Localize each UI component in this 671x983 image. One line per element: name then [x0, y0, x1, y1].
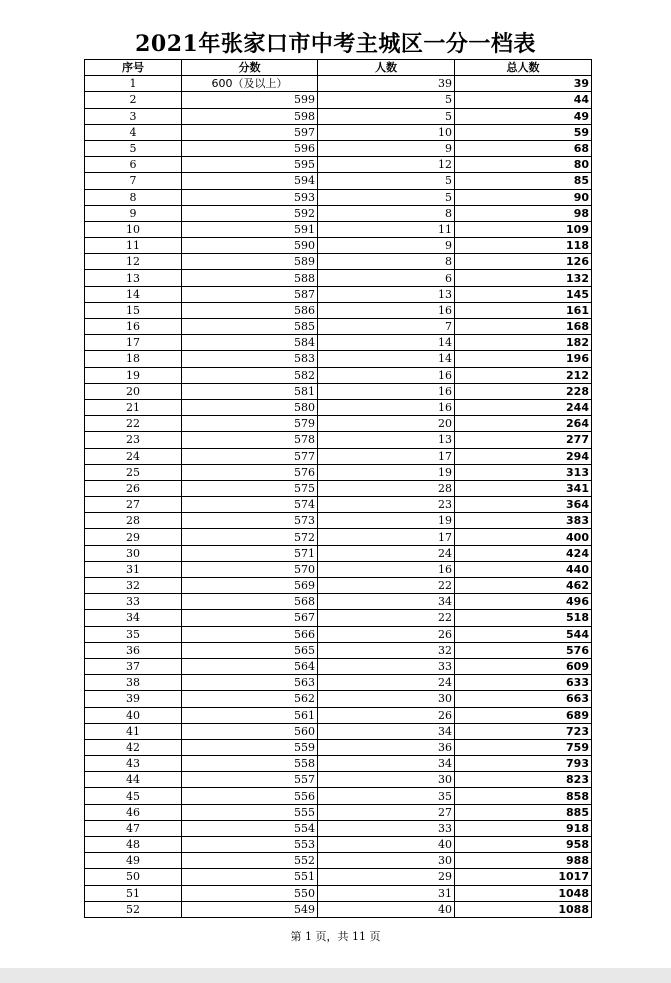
table-row: [85, 238, 592, 254]
table-row: [85, 157, 592, 173]
cell-count: 5: [318, 189, 455, 205]
cell-total: 723: [455, 723, 592, 739]
table-row: [85, 723, 592, 739]
table-row: [85, 319, 592, 335]
cell-count: 7: [318, 319, 455, 335]
cell-total: 80: [455, 157, 592, 173]
cell-seq: 2: [85, 92, 182, 108]
table-row: [85, 675, 592, 691]
cell-total: 264: [455, 416, 592, 432]
table-row: [85, 901, 592, 917]
cell-count: 34: [318, 756, 455, 772]
table-row: [85, 124, 592, 140]
cell-seq: 49: [85, 853, 182, 869]
cell-score: 571: [182, 545, 318, 561]
cell-score: 586: [182, 302, 318, 318]
table-row: [85, 335, 592, 351]
cell-count: 5: [318, 173, 455, 189]
cell-count: 26: [318, 707, 455, 723]
table-row: [85, 837, 592, 853]
cell-total: 424: [455, 545, 592, 561]
page-footer: 第 1 页，共 11 页: [290, 930, 381, 943]
cell-total: 1017: [455, 869, 592, 885]
cell-score: 577: [182, 448, 318, 464]
cell-total: 918: [455, 820, 592, 836]
cell-seq: 45: [85, 788, 182, 804]
cell-score: 563: [182, 675, 318, 691]
cell-score: 595: [182, 157, 318, 173]
cell-count: 6: [318, 270, 455, 286]
table-row: [85, 416, 592, 432]
cell-score: 583: [182, 351, 318, 367]
cell-count: 22: [318, 578, 455, 594]
score-table: [84, 59, 592, 918]
cell-total: 823: [455, 772, 592, 788]
cell-score: 552: [182, 853, 318, 869]
cell-score: 579: [182, 416, 318, 432]
cell-score: 585: [182, 319, 318, 335]
cell-seq: 27: [85, 497, 182, 513]
cell-total: 182: [455, 335, 592, 351]
cell-seq: 4: [85, 124, 182, 140]
cell-total: 400: [455, 529, 592, 545]
cell-total: 85: [455, 173, 592, 189]
cell-count: 5: [318, 92, 455, 108]
cell-count: 10: [318, 124, 455, 140]
cell-seq: 52: [85, 901, 182, 917]
cell-seq: 24: [85, 448, 182, 464]
cell-count: 16: [318, 367, 455, 383]
cell-seq: 12: [85, 254, 182, 270]
cell-total: 364: [455, 497, 592, 513]
cell-score: 590: [182, 238, 318, 254]
cell-score: 569: [182, 578, 318, 594]
cell-seq: 23: [85, 432, 182, 448]
cell-count: 20: [318, 416, 455, 432]
cell-total: 109: [455, 221, 592, 237]
table-row: [85, 464, 592, 480]
cell-score: 550: [182, 885, 318, 901]
cell-score: 549: [182, 901, 318, 917]
cell-seq: 48: [85, 837, 182, 853]
cell-seq: 3: [85, 108, 182, 124]
table-row: [85, 626, 592, 642]
table-row: [85, 885, 592, 901]
cell-score: 594: [182, 173, 318, 189]
cell-count: 22: [318, 610, 455, 626]
cell-seq: 7: [85, 173, 182, 189]
table-row: [85, 448, 592, 464]
cell-total: 44: [455, 92, 592, 108]
cell-score: 560: [182, 723, 318, 739]
cell-count: 32: [318, 642, 455, 658]
cell-seq: 17: [85, 335, 182, 351]
cell-score: 564: [182, 658, 318, 674]
table-row: [85, 820, 592, 836]
cell-score: 562: [182, 691, 318, 707]
cell-count: 8: [318, 254, 455, 270]
cell-count: 36: [318, 739, 455, 755]
cell-score: 576: [182, 464, 318, 480]
cell-count: 16: [318, 561, 455, 577]
cell-score: 559: [182, 739, 318, 755]
cell-total: 161: [455, 302, 592, 318]
cell-count: 16: [318, 383, 455, 399]
cell-count: 9: [318, 238, 455, 254]
cell-seq: 51: [85, 885, 182, 901]
cell-total: 196: [455, 351, 592, 367]
cell-count: 40: [318, 901, 455, 917]
table-row: [85, 270, 592, 286]
cell-seq: 42: [85, 739, 182, 755]
cell-total: 544: [455, 626, 592, 642]
cell-seq: 43: [85, 756, 182, 772]
cell-total: 98: [455, 205, 592, 221]
cell-score: 581: [182, 383, 318, 399]
cell-score: 556: [182, 788, 318, 804]
table-row: [85, 772, 592, 788]
table-row: [85, 853, 592, 869]
cell-seq: 35: [85, 626, 182, 642]
cell-count: 27: [318, 804, 455, 820]
cell-count: 19: [318, 513, 455, 529]
cell-seq: 46: [85, 804, 182, 820]
table-row: [85, 739, 592, 755]
cell-score: 572: [182, 529, 318, 545]
table-row: [85, 707, 592, 723]
cell-score: 584: [182, 335, 318, 351]
table-row: [85, 205, 592, 221]
cell-score: 599: [182, 92, 318, 108]
table-row: [85, 513, 592, 529]
cell-seq: 20: [85, 383, 182, 399]
cell-score: 551: [182, 869, 318, 885]
table-row: [85, 286, 592, 302]
cell-total: 49: [455, 108, 592, 124]
bottom-scroll-area: [0, 968, 671, 983]
cell-seq: 11: [85, 238, 182, 254]
cell-seq: 14: [85, 286, 182, 302]
cell-seq: 34: [85, 610, 182, 626]
cell-seq: 38: [85, 675, 182, 691]
cell-total: 341: [455, 480, 592, 496]
cell-count: 14: [318, 335, 455, 351]
cell-seq: 29: [85, 529, 182, 545]
cell-total: 1048: [455, 885, 592, 901]
cell-score: 589: [182, 254, 318, 270]
cell-total: 988: [455, 853, 592, 869]
cell-total: 793: [455, 756, 592, 772]
table-header-row: [85, 60, 592, 76]
cell-seq: 47: [85, 820, 182, 836]
cell-total: 126: [455, 254, 592, 270]
cell-count: 28: [318, 480, 455, 496]
table-row: [85, 76, 592, 92]
cell-count: 16: [318, 302, 455, 318]
cell-count: 8: [318, 205, 455, 221]
cell-count: 33: [318, 820, 455, 836]
cell-total: 689: [455, 707, 592, 723]
cell-total: 68: [455, 140, 592, 156]
cell-count: 34: [318, 723, 455, 739]
cell-score: 592: [182, 205, 318, 221]
cell-seq: 15: [85, 302, 182, 318]
cell-total: 958: [455, 837, 592, 853]
cell-count: 14: [318, 351, 455, 367]
table-row: [85, 529, 592, 545]
cell-seq: 13: [85, 270, 182, 286]
cell-total: 576: [455, 642, 592, 658]
table-row: [85, 610, 592, 626]
table-row: [85, 658, 592, 674]
table-row: [85, 399, 592, 415]
cell-count: 5: [318, 108, 455, 124]
cell-total: 496: [455, 594, 592, 610]
cell-score: 582: [182, 367, 318, 383]
cell-seq: 19: [85, 367, 182, 383]
table-row: [85, 480, 592, 496]
cell-total: 759: [455, 739, 592, 755]
cell-count: 39: [318, 76, 455, 92]
header-count: 人数: [318, 60, 455, 76]
table-row: [85, 367, 592, 383]
cell-count: 26: [318, 626, 455, 642]
cell-score: 557: [182, 772, 318, 788]
cell-count: 16: [318, 399, 455, 415]
cell-count: 31: [318, 885, 455, 901]
cell-total: 59: [455, 124, 592, 140]
cell-score: 567: [182, 610, 318, 626]
cell-total: 885: [455, 804, 592, 820]
cell-total: 228: [455, 383, 592, 399]
table-row: [85, 221, 592, 237]
cell-score: 597: [182, 124, 318, 140]
cell-count: 13: [318, 286, 455, 302]
cell-count: 9: [318, 140, 455, 156]
cell-count: 24: [318, 545, 455, 561]
cell-score: 598: [182, 108, 318, 124]
table-row: [85, 756, 592, 772]
cell-seq: 37: [85, 658, 182, 674]
cell-total: 294: [455, 448, 592, 464]
cell-score: 593: [182, 189, 318, 205]
table-row: [85, 545, 592, 561]
cell-count: 24: [318, 675, 455, 691]
cell-score: 568: [182, 594, 318, 610]
cell-count: 17: [318, 448, 455, 464]
cell-count: 29: [318, 869, 455, 885]
cell-count: 13: [318, 432, 455, 448]
cell-total: 313: [455, 464, 592, 480]
cell-total: 39: [455, 76, 592, 92]
cell-count: 30: [318, 853, 455, 869]
cell-seq: 10: [85, 221, 182, 237]
cell-score: 596: [182, 140, 318, 156]
table-row: [85, 594, 592, 610]
cell-seq: 39: [85, 691, 182, 707]
table-row: [85, 140, 592, 156]
cell-count: 12: [318, 157, 455, 173]
table-row: [85, 497, 592, 513]
cell-count: 19: [318, 464, 455, 480]
cell-count: 34: [318, 594, 455, 610]
cell-seq: 8: [85, 189, 182, 205]
cell-score: 591: [182, 221, 318, 237]
header-score: 分数: [182, 60, 318, 76]
table-body: [85, 76, 592, 918]
cell-seq: 31: [85, 561, 182, 577]
cell-total: 440: [455, 561, 592, 577]
table-row: [85, 108, 592, 124]
cell-seq: 1: [85, 76, 182, 92]
cell-count: 33: [318, 658, 455, 674]
cell-total: 383: [455, 513, 592, 529]
cell-total: 663: [455, 691, 592, 707]
page-title: 2021年张家口市中考主城区一分一档表: [135, 31, 536, 57]
table-row: [85, 869, 592, 885]
cell-count: 23: [318, 497, 455, 513]
header-seq: 序号: [85, 60, 182, 76]
cell-score: 574: [182, 497, 318, 513]
cell-total: 462: [455, 578, 592, 594]
cell-seq: 26: [85, 480, 182, 496]
cell-count: 11: [318, 221, 455, 237]
table-row: [85, 351, 592, 367]
cell-score: 587: [182, 286, 318, 302]
cell-total: 277: [455, 432, 592, 448]
table-row: [85, 561, 592, 577]
cell-total: 132: [455, 270, 592, 286]
table-row: [85, 189, 592, 205]
cell-score: 565: [182, 642, 318, 658]
cell-score: 588: [182, 270, 318, 286]
table-row: [85, 804, 592, 820]
cell-seq: 9: [85, 205, 182, 221]
cell-score: 561: [182, 707, 318, 723]
table-row: [85, 691, 592, 707]
cell-seq: 22: [85, 416, 182, 432]
cell-seq: 21: [85, 399, 182, 415]
header-total: 总人数: [455, 60, 592, 76]
cell-seq: 36: [85, 642, 182, 658]
cell-seq: 6: [85, 157, 182, 173]
table-row: [85, 254, 592, 270]
cell-score: 566: [182, 626, 318, 642]
cell-count: 30: [318, 772, 455, 788]
cell-total: 244: [455, 399, 592, 415]
table-row: [85, 642, 592, 658]
cell-score: 558: [182, 756, 318, 772]
cell-seq: 5: [85, 140, 182, 156]
table-row: [85, 788, 592, 804]
table-row: [85, 92, 592, 108]
cell-score: 575: [182, 480, 318, 496]
cell-score: 580: [182, 399, 318, 415]
cell-seq: 50: [85, 869, 182, 885]
cell-total: 145: [455, 286, 592, 302]
cell-total: 633: [455, 675, 592, 691]
cell-score: 573: [182, 513, 318, 529]
cell-total: 858: [455, 788, 592, 804]
cell-score: 570: [182, 561, 318, 577]
cell-score: 600（及以上）: [182, 76, 318, 92]
cell-total: 118: [455, 238, 592, 254]
table-row: [85, 432, 592, 448]
cell-total: 518: [455, 610, 592, 626]
cell-count: 17: [318, 529, 455, 545]
table-row: [85, 173, 592, 189]
cell-seq: 16: [85, 319, 182, 335]
cell-score: 554: [182, 820, 318, 836]
cell-seq: 30: [85, 545, 182, 561]
cell-count: 30: [318, 691, 455, 707]
cell-count: 40: [318, 837, 455, 853]
cell-seq: 28: [85, 513, 182, 529]
table-row: [85, 302, 592, 318]
cell-seq: 25: [85, 464, 182, 480]
cell-seq: 33: [85, 594, 182, 610]
cell-seq: 41: [85, 723, 182, 739]
table-row: [85, 578, 592, 594]
cell-total: 609: [455, 658, 592, 674]
cell-seq: 40: [85, 707, 182, 723]
cell-score: 578: [182, 432, 318, 448]
cell-score: 553: [182, 837, 318, 853]
cell-total: 90: [455, 189, 592, 205]
cell-score: 555: [182, 804, 318, 820]
cell-total: 1088: [455, 901, 592, 917]
cell-total: 212: [455, 367, 592, 383]
cell-count: 35: [318, 788, 455, 804]
cell-total: 168: [455, 319, 592, 335]
cell-seq: 18: [85, 351, 182, 367]
cell-seq: 32: [85, 578, 182, 594]
table-row: [85, 383, 592, 399]
cell-seq: 44: [85, 772, 182, 788]
